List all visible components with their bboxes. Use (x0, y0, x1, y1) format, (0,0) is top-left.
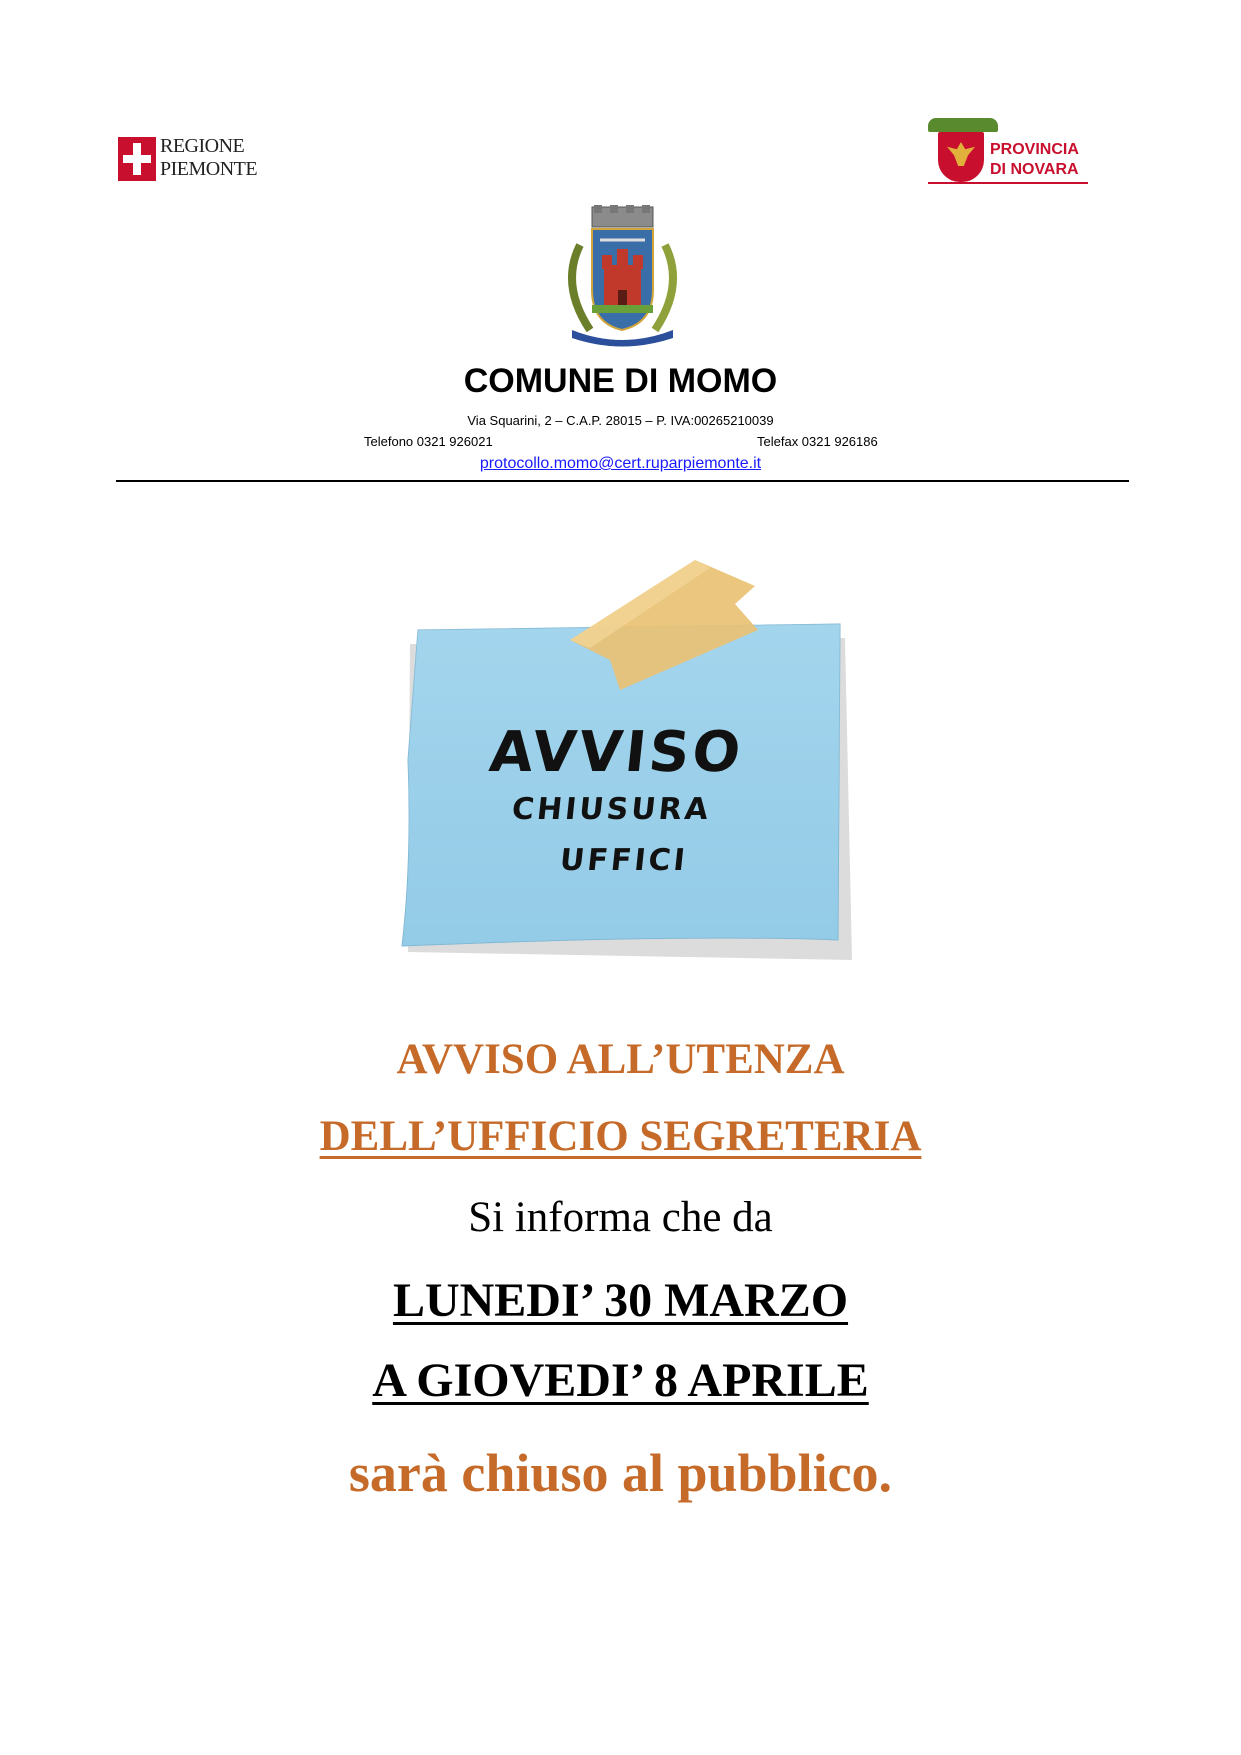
notice-end-date-text: A GIOVEDI’ 8 APRILE (372, 1354, 869, 1407)
header-divider (116, 480, 1129, 482)
notice-office (0, 1112, 1241, 1161)
regione-logo-line2: PIEMONTE (160, 158, 258, 180)
comune-title: COMUNE DI MOMO (463, 362, 778, 400)
regione-piemonte-logo (118, 135, 258, 185)
provincia-logo-line2: DI NOVARA (990, 161, 1079, 178)
note-uffici-label: UFFICI (558, 843, 690, 878)
telefax: Telefax 0321 926186 (757, 434, 878, 449)
notice-start-date-text: LUNEDI’ 30 MARZO (392, 1274, 849, 1327)
notice-start-date (0, 1273, 1241, 1328)
regione-logo-line1: REGIONE (160, 135, 245, 157)
notice-heading: AVVISO ALL’UTENZA (396, 1036, 845, 1083)
notice-end-date (0, 1353, 1241, 1408)
comune-address: Via Squarini, 2 – C.A.P. 28015 – P. IVA:00265210039 (467, 413, 774, 428)
note-avviso-label: AVVISO (486, 720, 747, 785)
provincia-logo-line1: PROVINCIA (990, 141, 1079, 158)
notice-intro: Si informa che da (468, 1194, 773, 1241)
provincia-novara-logo (922, 118, 1092, 186)
notice-office-text: DELL’UFFICIO SEGRETERIA (319, 1113, 922, 1160)
comune-crest-icon (560, 205, 685, 350)
piemonte-flag-icon (118, 137, 156, 181)
laurel-crown-icon (928, 118, 998, 132)
note-chiusura-label: CHIUSURA (510, 792, 713, 827)
telefono: Telefono 0321 926021 (364, 434, 493, 449)
eagle-shield-icon (938, 132, 984, 182)
notice-closure: sarà chiuso al pubblico. (348, 1443, 893, 1503)
email-link[interactable]: protocollo.momo@cert.ruparpiemonte.it (479, 455, 762, 472)
